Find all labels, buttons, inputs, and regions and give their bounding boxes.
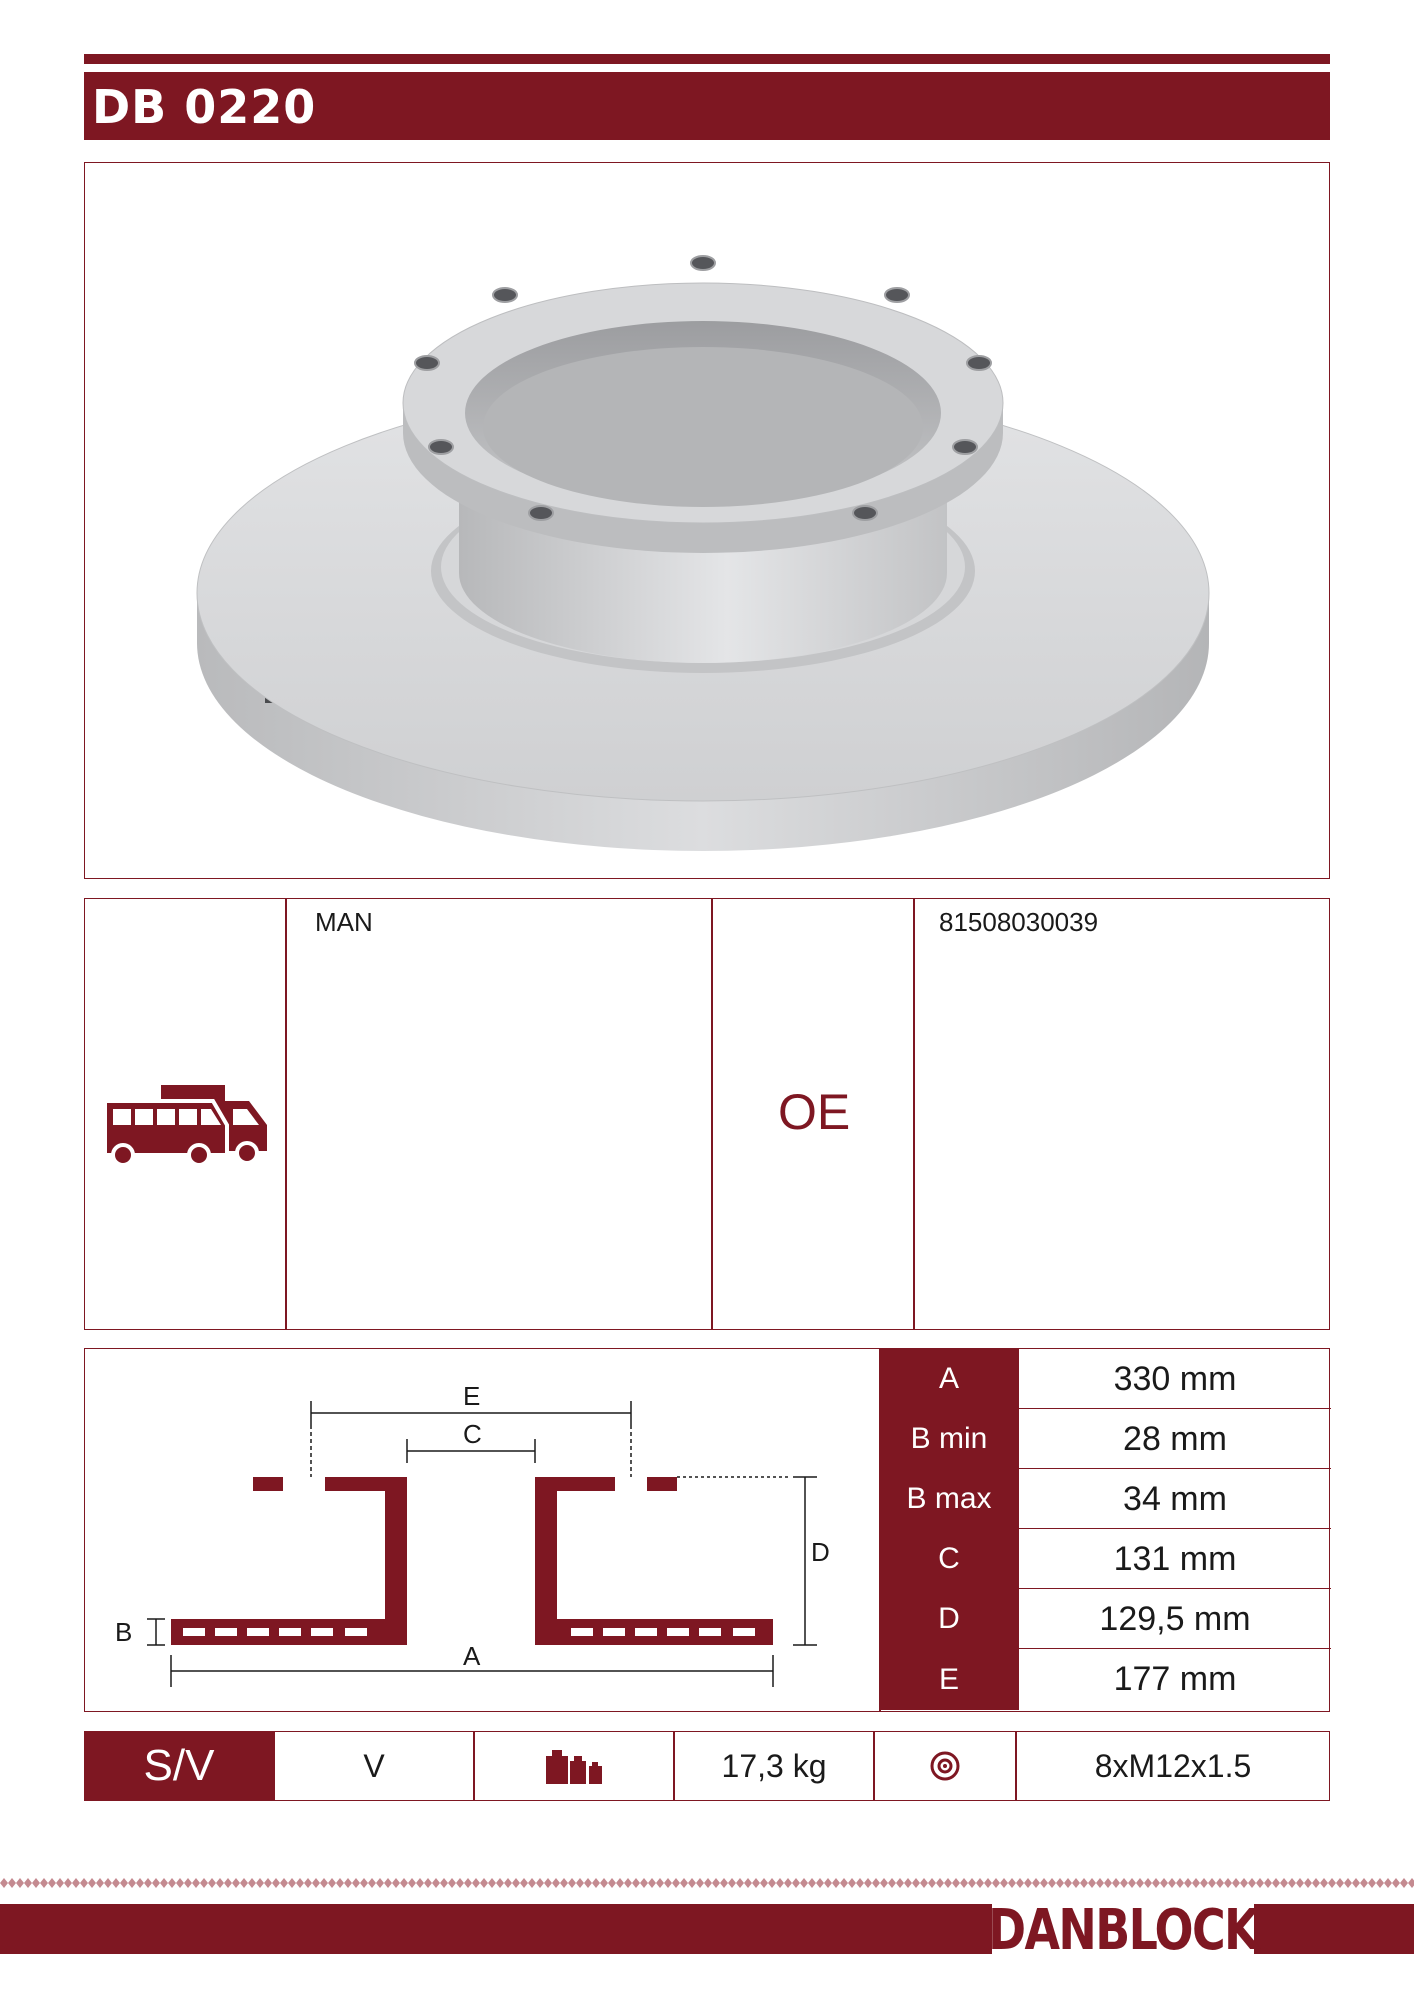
bolt-pattern-icon xyxy=(875,1732,1015,1800)
disc-weight: 17,3 kg xyxy=(721,1747,827,1784)
product-photo-frame xyxy=(84,162,1330,879)
weights-icon xyxy=(475,1732,673,1800)
spec-strip xyxy=(84,1731,1330,1801)
info-divider-3 xyxy=(913,899,915,1329)
info-divider-2 xyxy=(711,899,713,1329)
dimension-row-d xyxy=(879,1589,1331,1649)
dimension-value: 177 mm xyxy=(1113,1660,1237,1698)
dimension-row-b-min xyxy=(879,1409,1331,1469)
dimension-row-e xyxy=(879,1649,1331,1710)
dimension-value: 129,5 mm xyxy=(1099,1599,1251,1638)
application-table xyxy=(84,898,1330,1330)
bolt-pattern: 8xM12x1.5 xyxy=(1094,1747,1252,1784)
dimension-row-c xyxy=(879,1529,1331,1589)
decorative-pattern-strip xyxy=(0,1876,1414,1890)
title-bar xyxy=(84,72,1330,140)
dimension-row-b-max xyxy=(879,1469,1331,1529)
diagram-label-c: C xyxy=(463,1419,482,1449)
dimension-label: B max xyxy=(879,1469,1019,1529)
diagram-label-a: A xyxy=(463,1641,481,1671)
brand-logo xyxy=(988,1892,1258,1968)
dimension-label: E xyxy=(879,1649,1019,1710)
oe-label: OE xyxy=(778,1084,851,1140)
dimension-label: A xyxy=(879,1349,1019,1409)
vehicle-make: MAN xyxy=(315,907,373,937)
van-and-truck-icon xyxy=(103,1071,271,1167)
dimension-value: 34 mm xyxy=(1123,1479,1227,1518)
dimensions-panel xyxy=(84,1348,1330,1712)
oe-number: 81508030039 xyxy=(939,907,1099,937)
diagram-label-e: E xyxy=(463,1381,481,1411)
dimension-label: C xyxy=(879,1529,1019,1589)
dimension-row-a xyxy=(879,1349,1331,1409)
dimension-value: 28 mm xyxy=(1123,1419,1227,1458)
product-code: DB 0220 xyxy=(92,80,317,134)
dimension-label: B min xyxy=(879,1409,1019,1469)
dimension-label: D xyxy=(879,1589,1019,1649)
dimension-value: 330 mm xyxy=(1113,1359,1237,1398)
info-divider-1 xyxy=(285,899,287,1329)
disc-type-label: S/V xyxy=(85,1732,273,1800)
brand-name: DANBLOCK xyxy=(988,1897,1258,1963)
disc-cross-section-diagram xyxy=(85,1349,875,1710)
brake-disc-illustration xyxy=(85,163,1328,877)
diagram-label-d: D xyxy=(811,1537,830,1567)
dimension-value: 131 mm xyxy=(1113,1539,1237,1578)
diagram-label-b: B xyxy=(115,1617,133,1647)
disc-type-value: V xyxy=(363,1747,385,1784)
top-rule xyxy=(84,54,1330,64)
